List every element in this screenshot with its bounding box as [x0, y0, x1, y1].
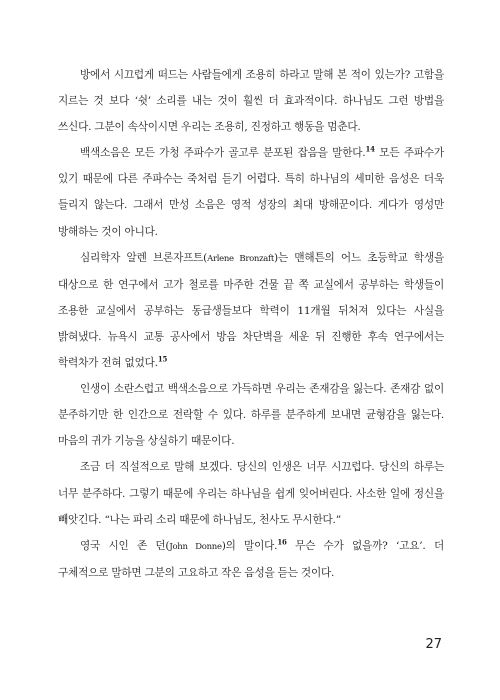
paragraph-text: 영국 시인 존 던(	[80, 539, 170, 552]
footnote-marker: 15	[157, 354, 168, 364]
paragraph-text: 무슨 수가 없을까? ‘고요’. 더 구체적으로 말하면 그분의 고요하고 작은 음성을 듣는 것이다.	[58, 539, 445, 579]
paragraph-text: 인생이 소란스럽고 백색소음으로 가득하면 우리는 존재감을 잃는다. 존재감 없이 분주하기만 한 인간으로 전락할 수 있다. 하루를 분주하게 보내면 균형감을 잃는다. 마음의 귀가 기능을 상실하기 때문이다.	[58, 383, 444, 448]
paragraph-text: 방에서 시끄럽게 떠드는 사람들에게 조용히 하라고 말해 본 적이 있는가? 고함을 지르는 것 보다 ‘쉿’ 소리를 내는 것이 훨씬 더 효과적이다. 하나님도 그런 방법을 쓰신다. 그분이 속삭이시면 우리는 조용히, 진정하고 행동을 멈춘다.	[58, 69, 444, 134]
latin-name: Arlene Bronzaft	[207, 253, 275, 264]
paragraph	[58, 140, 444, 244]
paragraph	[58, 376, 444, 454]
paragraph	[58, 62, 444, 140]
footnote-marker: 16	[277, 537, 287, 547]
paragraph	[58, 245, 444, 376]
footnote-marker: 14	[365, 144, 375, 154]
paragraph	[58, 533, 444, 586]
paragraph-text: 백색소음은 모든 가청 주파수가 골고루 분포된 잡음을 말한다.	[80, 147, 366, 160]
paragraph-text: )는 맨해튼의 어느 초등학교 학생을 대상으로 한 연구에서 고가 철로를 마주한 건물 끝 쪽 교실에서 공부하는 학생들이 조용한 교실에서 공부하는 동급생들보다 학력이 11개월 뒤처져 있다는 사실을 밝혀냈다. 뉴욕시 교통 공사에서 방음 차단벽을 세운 뒤 진행한 후속 연구에서는 학력차가 전혀 없었다.	[58, 251, 445, 370]
paragraph-text: )의 말이다.	[221, 539, 278, 552]
paragraph	[58, 454, 444, 532]
paragraph-text: 심리학자 알렌 브론자프트(	[80, 251, 208, 264]
paragraph-text: 조금 더 직설적으로 말해 보겠다. 당신의 인생은 너무 시끄럽다. 당신의 하루는 너무 분주하다. 그렇기 때문에 우리는 하나님을 쉽게 잊어버린다. 사소한 일에 정신을 빼앗긴다. “나는 파리 소리 때문에 하나님도, 천사도 무시한다.”	[58, 461, 444, 526]
paragraph-text: 모든 주파수가 있기 때문에 다른 주파수는 죽처럼 듣기 어렵다. 특히 하나님의 세미한 음성은 더욱 들리지 않는다. 그래서 만성 소음은 영적 성장의 최대 방해꾼이다. 게다가 영성만 방해하는 것이 아니다.	[58, 147, 444, 238]
body-text	[58, 62, 444, 586]
page-number: 27	[425, 637, 442, 652]
latin-name: John Donne	[169, 541, 222, 552]
